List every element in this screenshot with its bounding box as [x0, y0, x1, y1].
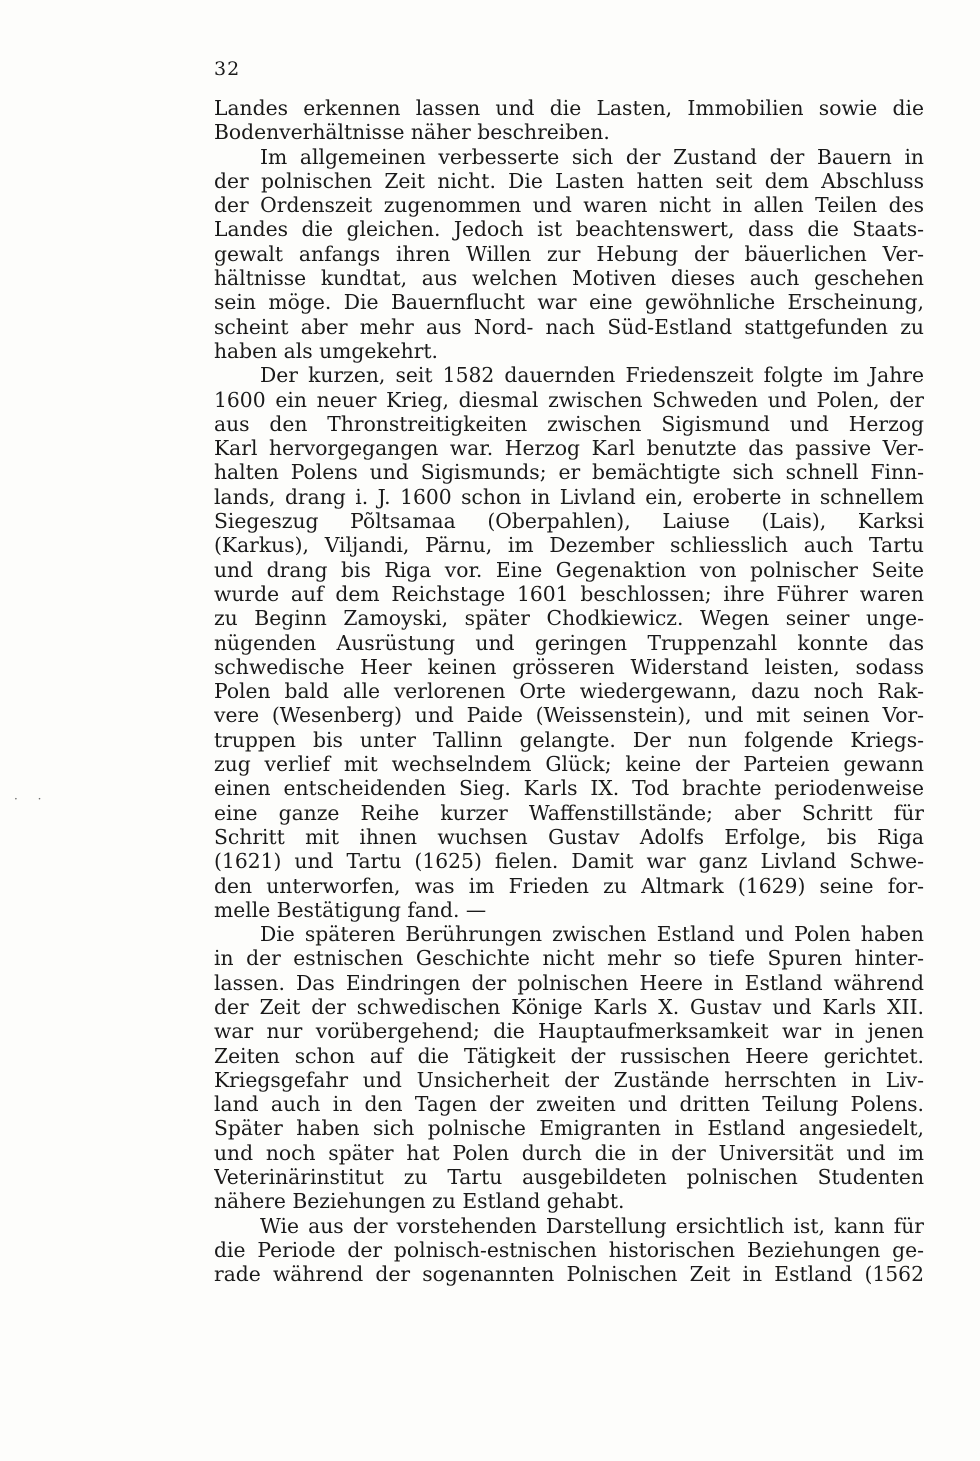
text-line: halten Polens und Sigismunds; er bemächtigte sich schnell Finn- — [214, 460, 924, 485]
paragraph-first-line: Wie aus der vorstehenden Darstellung ersichtlich ist, kann für — [260, 1213, 924, 1238]
text-line: lassen. Das Eindringen der polnischen Heere in Estland während — [214, 970, 924, 995]
text-line: truppen bis unter Tallinn gelangte. Der nun folgende Kriegs- — [214, 727, 924, 752]
text-line: zu Beginn Zamoyski, später Chodkiewicz. Wegen seiner unge- — [214, 606, 924, 631]
text-line: Landes erkennen lassen und die Lasten, Immobilien sowie die — [214, 96, 924, 120]
text-line: rade während der sogenannten Polnischen Zeit in Estland (1562 — [214, 1262, 924, 1287]
text-line: scheint aber mehr aus Nord- nach Süd-Estland stattgefunden zu — [214, 314, 924, 339]
text-line: und drang bis Riga vor. Eine Gegenaktion von polnischer Seite — [214, 557, 924, 582]
text-line: Karl hervorgegangen war. Herzog Karl benutzte das passive Ver- — [214, 436, 924, 461]
text-line: Später haben sich polnische Emigranten in Estland angesiedelt, — [214, 1116, 924, 1141]
text-line: (1621) und Tartu (1625) fielen. Damit war ganz Livland Schwe- — [214, 849, 924, 874]
text-line: der polnischen Zeit nicht. Die Lasten hatten seit dem Abschluss — [214, 168, 924, 193]
body-text — [214, 96, 924, 1287]
page-number: 32 — [214, 58, 241, 80]
text-line: einen entscheidenden Sieg. Karls IX. Tod brachte periodenweise — [214, 776, 924, 801]
text-line: nügenden Ausrüstung und geringen Truppenzahl konnte das — [214, 630, 924, 655]
text-line: Zeiten schon auf die Tätigkeit der russischen Heere gerichtet. — [214, 1043, 924, 1068]
text-line: Polen bald alle verlorenen Orte wiedergewann, dazu noch Rak- — [214, 679, 924, 704]
text-line: Veterinärinstitut zu Tartu ausgebildeten polnischen Studenten — [214, 1165, 924, 1190]
text-line: land auch in den Tagen der zweiten und dritten Teilung Polens. — [214, 1092, 924, 1117]
text-line: Kriegsgefahr und Unsicherheit der Zustände herrschten in Liv- — [214, 1067, 924, 1092]
text-line: Landes die gleichen. Jedoch ist beachtenswert, dass die Staats- — [214, 217, 924, 242]
paragraph-first-line: Im allgemeinen verbesserte sich der Zustand der Bauern in — [260, 144, 924, 169]
text-line: nähere Beziehungen zu Estland gehabt. — [214, 1189, 625, 1214]
text-line: der Ordenszeit zugenommen und waren nicht in allen Teilen des — [214, 193, 924, 218]
paragraph-first-line: Die späteren Berührungen zwischen Estland und Polen haben — [260, 922, 924, 947]
text-line: (Karkus), Viljandi, Pärnu, im Dezember schliesslich auch Tartu — [214, 533, 924, 558]
text-line: Siegeszug Põltsamaa (Oberpahlen), Laiuse (Lais), Karksi — [214, 509, 924, 534]
text-line: war nur vorübergehend; die Hauptaufmerksamkeit war in jenen — [214, 1019, 924, 1044]
text-line: 1600 ein neuer Krieg, diesmal zwischen Schweden und Polen, der — [214, 387, 924, 412]
text-line: und noch später hat Polen durch die in der Universität und im — [214, 1140, 924, 1165]
text-line: aus den Thronstreitigkeiten zwischen Sigismund und Herzog — [214, 411, 924, 436]
text-line: Schritt mit ihnen wuchsen Gustav Adolfs Erfolge, bis Riga — [214, 824, 924, 849]
text-line: den unterworfen, was im Frieden zu Altmark (1629) seine for- — [214, 873, 924, 898]
text-line: der Zeit der schwedischen Könige Karls X. Gustav und Karls XII. — [214, 994, 924, 1019]
text-line: vere (Wesenberg) und Paide (Weissenstein), und mit seinen Vor- — [214, 703, 924, 728]
text-line: zug verlief mit wechselndem Glück; keine der Parteien gewann — [214, 752, 924, 777]
text-line: lands, drang i. J. 1600 schon in Livland ein, eroberte in schnellem — [214, 484, 924, 509]
text-line: melle Bestätigung fand. — — [214, 897, 487, 922]
margin-scan-mark: · · — [14, 792, 50, 806]
text-line: eine ganze Reihe kurzer Waffenstillstände; aber Schritt für — [214, 800, 924, 825]
paragraph-first-line: Der kurzen, seit 1582 dauernden Friedenszeit folgte im Jahre — [260, 363, 924, 388]
text-line: hältnisse kundtat, aus welchen Motiven dieses auch geschehen — [214, 266, 924, 291]
text-line: die Periode der polnisch-estnischen historischen Beziehungen ge- — [214, 1237, 924, 1262]
text-line: wurde auf dem Reichstage 1601 beschlossen; ihre Führer waren — [214, 581, 924, 606]
text-line: schwedische Heer keinen grösseren Widerstand leisten, sodass — [214, 654, 924, 679]
text-line: haben als umgekehrt. — [214, 338, 439, 363]
text-line: sein möge. Die Bauernflucht war eine gewöhnliche Erscheinung, — [214, 290, 924, 315]
text-line: Bodenverhältnisse näher beschreiben. — [214, 120, 610, 145]
text-line: gewalt anfangs ihren Willen zur Hebung der bäuerlichen Ver- — [214, 241, 924, 266]
text-line: in der estnischen Geschichte nicht mehr so tiefe Spuren hinter- — [214, 946, 924, 971]
